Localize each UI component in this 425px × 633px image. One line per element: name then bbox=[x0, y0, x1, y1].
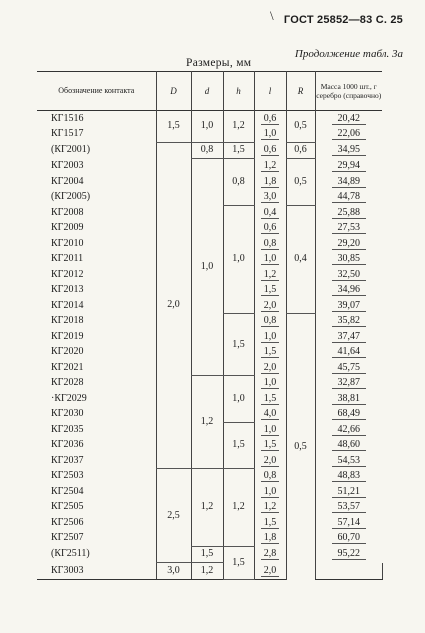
col-header-R: R bbox=[286, 72, 315, 111]
table-row bbox=[37, 111, 382, 127]
col-header-name: Обозначение контакта bbox=[58, 86, 135, 95]
cell-R: 0,6 bbox=[286, 142, 315, 159]
cell-h: 1,0 bbox=[223, 376, 254, 423]
cell-mass: 68,49 bbox=[315, 407, 382, 423]
table-row bbox=[37, 142, 382, 159]
contact-name: КГ1517 bbox=[51, 128, 84, 140]
table-row bbox=[37, 563, 382, 580]
contact-name: КГ2011 bbox=[51, 253, 84, 265]
cell-h: 1,5 bbox=[223, 142, 254, 159]
contact-name: КГ2010 bbox=[51, 237, 84, 249]
cell-h: 1,0 bbox=[223, 205, 254, 314]
cell-l: 0,6 bbox=[254, 221, 286, 237]
col-header-D: D bbox=[156, 72, 191, 111]
contact-name: КГ2008 bbox=[51, 206, 84, 218]
cell-d: 0,8 bbox=[191, 142, 223, 159]
cell-mass: 48,60 bbox=[315, 438, 382, 454]
cell-mass: 44,78 bbox=[315, 190, 382, 206]
cell-d: 1,2 bbox=[191, 376, 223, 469]
contact-name: (КГ2511) bbox=[51, 548, 90, 560]
cell-R: 0,5 bbox=[286, 314, 315, 580]
cell-mass: 42,66 bbox=[315, 422, 382, 438]
cell-h: 1,5 bbox=[223, 422, 254, 469]
col-header-mass: Масса 1000 шт., г серебро (справочно) bbox=[315, 72, 382, 111]
contact-name: КГ2505 bbox=[51, 501, 84, 513]
cell-d: 1,2 bbox=[191, 563, 223, 580]
cell-mass: 38,81 bbox=[315, 391, 382, 407]
cell-mass: 41,64 bbox=[315, 345, 382, 361]
cell-d: 1,5 bbox=[191, 546, 223, 563]
cell-l: 1,2 bbox=[254, 500, 286, 516]
contact-name: (КГ2005) bbox=[51, 191, 91, 203]
cell-l: 2,0 bbox=[254, 360, 286, 376]
cell-l: 0,8 bbox=[254, 236, 286, 252]
cell-mass: 27,53 bbox=[315, 221, 382, 237]
cell-l: 1,0 bbox=[254, 484, 286, 500]
cell-mass: 54,53 bbox=[315, 453, 382, 469]
cell-mass: 29,94 bbox=[315, 159, 382, 175]
cell-l: 0,6 bbox=[254, 142, 286, 159]
cell-mass: 30,85 bbox=[315, 252, 382, 268]
contact-name: КГ2037 bbox=[51, 454, 84, 466]
contact-name: КГ2019 bbox=[51, 330, 84, 342]
contact-name: КГ2020 bbox=[51, 346, 84, 358]
table-continuation-note: Продолжение табл. 3а bbox=[294, 48, 403, 60]
cell-mass: 45,75 bbox=[315, 360, 382, 376]
contact-name: КГ2004 bbox=[51, 175, 84, 187]
cell-h: 0,8 bbox=[223, 159, 254, 206]
table-header-row bbox=[37, 72, 382, 111]
page-header: ГОСТ 25852—83 С. 25 bbox=[283, 14, 403, 26]
table-row bbox=[37, 376, 382, 392]
contact-name: КГ2036 bbox=[51, 439, 84, 451]
cell-d: 1,0 bbox=[191, 159, 223, 376]
cell-l: 1,2 bbox=[254, 267, 286, 283]
contact-name: (КГ2001) bbox=[51, 144, 91, 156]
contact-name: КГ2507 bbox=[51, 532, 84, 544]
cell-l: 2,0 bbox=[254, 563, 286, 580]
contact-name: КГ1516 bbox=[51, 112, 84, 124]
cell-mass: 34,95 bbox=[315, 142, 382, 159]
cell-l: 2,0 bbox=[254, 298, 286, 314]
table-row bbox=[37, 469, 382, 485]
cell-mass: 22,06 bbox=[315, 127, 382, 143]
cell-l: 2,8 bbox=[254, 546, 286, 563]
cell-mass: 57,14 bbox=[315, 515, 382, 531]
cell-mass: 35,82 bbox=[315, 314, 382, 330]
cell-h: 1,2 bbox=[223, 111, 254, 143]
cell-l: 1,8 bbox=[254, 531, 286, 547]
cell-mass: 29,20 bbox=[315, 236, 382, 252]
cell-R: 0,4 bbox=[286, 205, 315, 314]
cell-l: 1,0 bbox=[254, 422, 286, 438]
cell-l: 1,5 bbox=[254, 391, 286, 407]
cell-mass: 37,47 bbox=[315, 329, 382, 345]
cell-mass: 32,87 bbox=[315, 376, 382, 392]
cell-h: 1,5 bbox=[223, 546, 254, 579]
cell-l: 1,2 bbox=[254, 159, 286, 175]
cell-d: 1,0 bbox=[191, 111, 223, 143]
cell-mass: 95,22 bbox=[315, 546, 382, 563]
contact-name: КГ2506 bbox=[51, 516, 84, 528]
cell-h: 1,5 bbox=[223, 314, 254, 376]
contact-name: ·КГ2029 bbox=[51, 392, 87, 404]
contact-name: КГ2028 bbox=[51, 377, 84, 389]
contact-name: КГ2035 bbox=[51, 423, 84, 435]
col-header-d: d bbox=[191, 72, 223, 111]
cell-D: 1,5 bbox=[156, 111, 191, 143]
cell-l: 1,5 bbox=[254, 515, 286, 531]
cell-D: 2,0 bbox=[156, 142, 191, 469]
cell-l: 0,8 bbox=[254, 314, 286, 330]
cell-l: 0,6 bbox=[254, 111, 286, 127]
cell-l: 1,5 bbox=[254, 438, 286, 454]
table-row bbox=[37, 159, 382, 175]
cell-mass: 32,50 bbox=[315, 267, 382, 283]
cell-mass: 39,07 bbox=[315, 298, 382, 314]
col-header-h: h bbox=[223, 72, 254, 111]
contact-name: КГ2018 bbox=[51, 315, 84, 327]
cell-l: 0,4 bbox=[254, 205, 286, 221]
cell-l: 3,0 bbox=[254, 190, 286, 206]
cell-mass: 53,57 bbox=[315, 500, 382, 516]
contact-name: КГ2009 bbox=[51, 222, 84, 234]
cell-l: 1,0 bbox=[254, 127, 286, 143]
contact-name: КГ2014 bbox=[51, 299, 84, 311]
table-row bbox=[37, 546, 382, 563]
cell-d: 1,2 bbox=[191, 469, 223, 547]
contact-name: КГ2003 bbox=[51, 160, 84, 172]
contact-name: КГ2503 bbox=[51, 470, 84, 482]
cell-l: 1,0 bbox=[254, 376, 286, 392]
cell-R: 0,5 bbox=[286, 159, 315, 206]
dimensions-caption: Размеры, мм bbox=[186, 57, 252, 69]
cell-l: 1,8 bbox=[254, 174, 286, 190]
cell-R: 0,5 bbox=[286, 111, 315, 143]
cell-h: 1,2 bbox=[223, 469, 254, 547]
contact-name: КГ2504 bbox=[51, 485, 84, 497]
cell-l: 4,0 bbox=[254, 407, 286, 423]
contact-name: КГ2030 bbox=[51, 408, 84, 420]
cell-l: 1,0 bbox=[254, 329, 286, 345]
cell-l: 2,0 bbox=[254, 453, 286, 469]
cell-l: 1,5 bbox=[254, 283, 286, 299]
contact-name: КГ2021 bbox=[51, 361, 84, 373]
contact-name: КГ2013 bbox=[51, 284, 84, 296]
cell-l: 0,8 bbox=[254, 469, 286, 485]
cell-R bbox=[315, 563, 382, 580]
contact-name: КГ2012 bbox=[51, 268, 84, 280]
cell-mass: 48,83 bbox=[315, 469, 382, 485]
cell-D: 3,0 bbox=[156, 563, 191, 580]
cell-mass: 60,70 bbox=[315, 531, 382, 547]
contact-name: КГ3003 bbox=[37, 563, 156, 580]
cell-D: 2,5 bbox=[156, 469, 191, 563]
cell-l: 1,0 bbox=[254, 252, 286, 268]
cell-l: 1,5 bbox=[254, 345, 286, 361]
margin-mark: \ bbox=[270, 8, 274, 23]
col-header-l: l bbox=[254, 72, 286, 111]
cell-mass: 34,89 bbox=[315, 174, 382, 190]
cell-mass: 20,42 bbox=[315, 111, 382, 127]
cell-mass: 51,21 bbox=[315, 484, 382, 500]
cell-mass: 34,96 bbox=[315, 283, 382, 299]
cell-mass: 25,88 bbox=[315, 205, 382, 221]
contacts-table bbox=[37, 71, 382, 580]
